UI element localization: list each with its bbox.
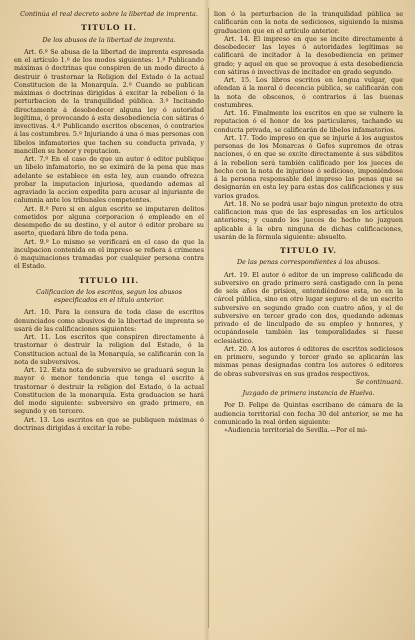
title-2-subtitle: De los abusos de la libertad de imprenta. [42, 35, 176, 44]
article-7: Art. 7.º En el caso de que un autor ó editor publique un libelo infamatorio, no se eximirá de la pena que mas adelante se establece en esta ley, aun cuando ofrezca probar la imputacion injuriosa, quedando ademas al agraviado la accion expedita para acusar al injuriante de calumnia ante los tribunales competentes. [14, 155, 204, 205]
article-10: Art. 10. Para la censura de toda clase de escritos denunciados como abusivos de la libertad de imprenta se usará de las calificaciones siguientes: [14, 308, 204, 333]
left-column [14, 10, 204, 432]
article-9: Art. 9.º Lo mismo se verificará en el caso de que la inculpacion contenida en el impreso se refiera á crímenes ó maquinaciones tramadas por cualquier persona contra el Estado. [14, 237, 204, 271]
article-18: Art. 18. No se podrá usar bajo ningun pretexto de otra calificacion mas que de las espresadas en los artículos anteriores; y cuando los jueces de hecho no juzguen aplicable á la obra ninguna de dichas calificaciones, usarán de la fórmula siguiente: absuelto. [214, 199, 403, 241]
right-column [214, 10, 403, 434]
article-16: Art. 16. Finalmente los escritos en que se vulnere la reputacion ó el honor de los particulares, tachando su conducta privada, se calificarán de libelos infamatorios. [214, 109, 403, 134]
article-12: Art. 12. Esta nota de subversivo se graduará segun la mayor ó menor tendencia que tenga el escrito á trastornar ó destruir la religion del Estado, ó la actual Constitucion de la monarquía. Esta graduacion se hará del modo siguiente: subversivo en grado primero, en segundo y en tercero. [14, 366, 204, 416]
article-13-continued: lion ó la perturbacion de la tranquilidad pública se calificarán con la nota de sediciosos, siguiendo la misma graduacion que en el artículo anterior. [214, 10, 403, 35]
article-6: Art. 6.º Se abusa de la libertad de imprenta espresada en el artículo 1.º de los modos siguientes: 1.º Publicando máximas ó doctrinas que conspiren de un modo directo á destruir ó trastornar la Religion del Estado ó la actual Constitucion de la Monarquía. 2.º Cuando se publican máximas ó doctrinas dirigidas á excitar la rebelion ó la perturbacion de la tranquilidad pública. 3.º Incitando directamente á desobedecer alguna ley ó autoridad legítima, ó provocando á esta desobediencia con sátiras ó invectivas. 4.º Publicando escritos obscenos, ó contrarios á las costumbres. 5.º Injuriando á una ó mas personas con libelos infamatorios que tachen su conducta privada, y mancillen su honor y reputacion. [14, 47, 204, 155]
title-4-subtitle: De las penas correspondientes á los abusos. [236, 258, 381, 267]
article-15: Art. 15. Los libros escritos en lengua vulgar, que ofendan á la moral ó decencia pública, se calificarán con la nota de obscenos, ó contrarios á las buenas costumbres. [214, 76, 403, 109]
court-heading: Juzgado de primera instancia de Huelva. [242, 389, 375, 397]
article-19: Art. 19. El autor ó editor de un impreso calificado de subversivo en grado primero será castigado con la pena de seis años de prision, entendiéndose esta, no en la cárcel pública, sino en otro lugar seguro: el de un escrito subversivo en segundo grado con cuatro años, y el de subversivo en tercer grado con dos, quedando ademas privado el de linculpado de su empleo y honores, y ocupándosele también las temporalidades si fuese eclesiástico. [214, 270, 403, 345]
article-8: Art. 8.º Pero si en algun escrito se imputaren delitos cometidos por alguna corporacion ó empleado en el desempeño de su destino, y el autor ó editor probare su aserto, quedará libre de toda pena. [14, 204, 204, 238]
decree-intro: Continúa el real decreto sobre la libertad de imprenta. [20, 10, 198, 18]
column-divider [208, 8, 209, 628]
title-3-subtitle: Calificacion de los escritos, segun los abusos especificados en el título anterior. [36, 287, 182, 304]
article-20: Art. 20. A los autores ó editores de escritos sediciosos en primero, segundo y tercer grado se aplicarán las mismas penas designadas contra los autores ó editores de obras subversivas en sus grados respectivos. [214, 344, 403, 378]
article-17: Art. 17. Todo impreso en que se injurie á los augustos personas de los Monarcas ó Gefes supremos de otras naciones, ó en que se excite directamente á sus súbditos á la rebelion será también calificado por los jueces de hecho con la nota de injurioso ó sedicioso, imponiéndose á la persona responsable del impreso las penas que se designarán en esta ley para estas dos calificaciones y sus varios grados. [214, 133, 403, 200]
court-notice: Por D. Felipe de Quintas escribano de cámara de la audiencia territorial con fecha 30 del anterior, se me ha comunicado la real órden siguiente: [214, 401, 403, 426]
title-4-heading: TITULO IV. [280, 246, 337, 255]
article-11: Art. 11. Los escritos que conspiren directamente á trastornar ó destruir la religion del Estado, ó la Constitucion actual de la Monarquía, se calificarán con la nota de subversivos. [14, 333, 204, 366]
page-fold [204, 0, 210, 640]
article-14: Art. 14. El impreso en que se incite directamente á desobedecer las leyes ó autoridades legítimas se calificará de incitador á la desobediencia en primer grado; y aquel en que se provoque á esta desobediencia con sátiras ó invectivas de incitador en grado segundo. [214, 34, 403, 76]
article-13: Art. 13. Los escritos en que se publiquen máximas ó doctrinas dirigidas á excitar la rebe- [14, 415, 204, 432]
continuation-note: Se continuará. [355, 377, 403, 386]
court-notice-continued: »Audiencia territorial de Sevilla.—Por el mi- [224, 426, 368, 434]
title-2-heading: TITULO II. [81, 23, 137, 33]
title-3-heading: TITULO III. [78, 275, 140, 285]
